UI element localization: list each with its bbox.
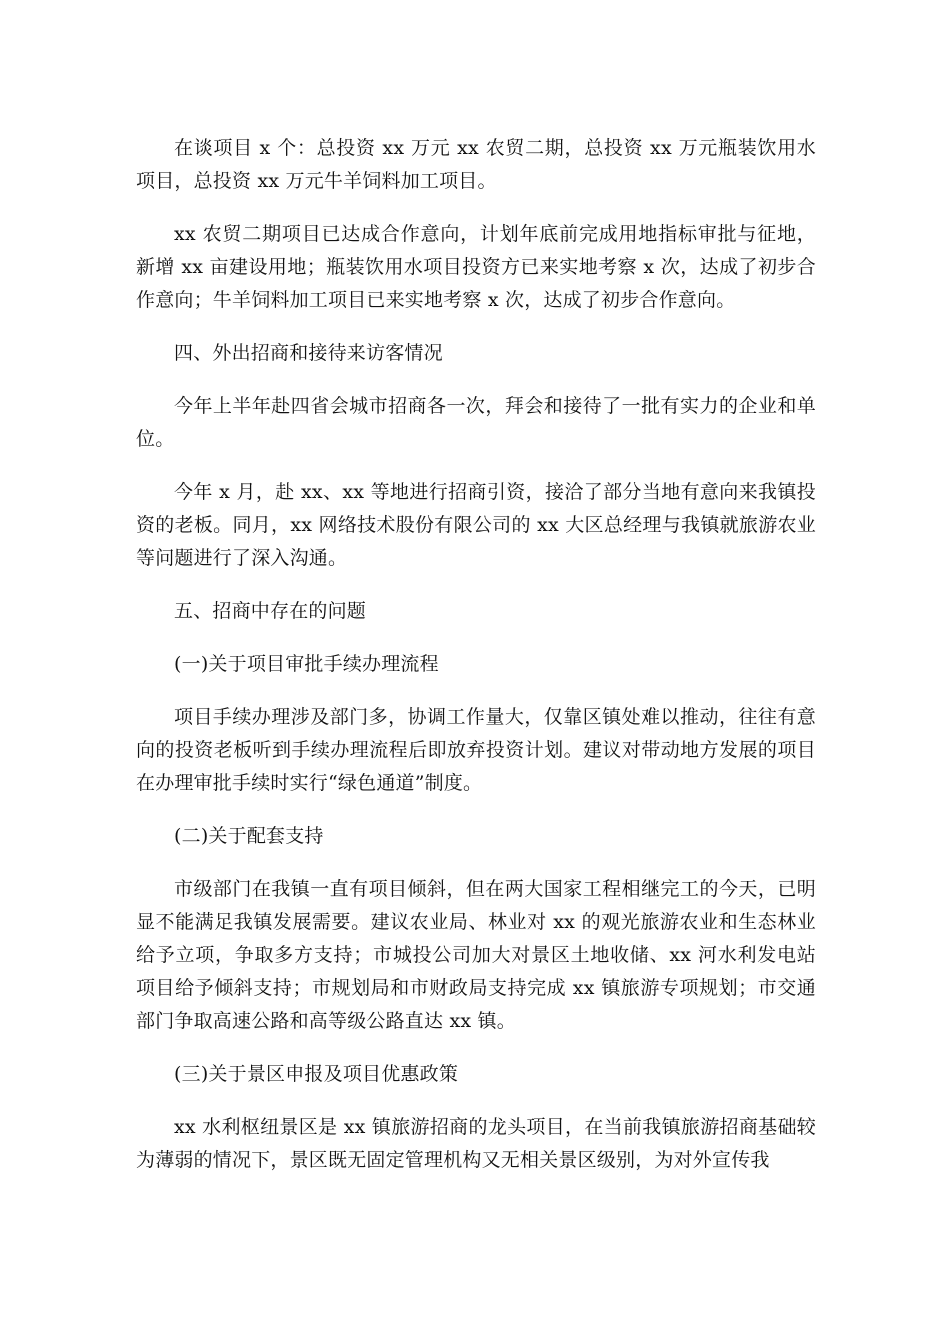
subheading-supporting-policies: (二)关于配套支持 — [174, 825, 324, 847]
paragraph-supporting-policies: 市级部门在我镇一直有项目倾斜，但在两大国家工程相继完工的今天，已明显不能满足我镇发展需要。建议农业局、林业对 xx 的观光旅游农业和生态林业给予立项，争取多方支持；市城投公司加大对景区土地收储、xx 河水利发电站项目给予倾斜支持；市规划局和市财政局支持完成 xx 镇旅游专项规划；市交通部门争取高速公路和高等级公路直达 xx 镇。 — [136, 878, 816, 1032]
subheading-scenic-area-policy: (三)关于景区申报及项目优惠政策 — [174, 1063, 459, 1085]
paragraph-investment-trip: 今年 x 月，赴 xx、xx 等地进行招商引资，接洽了部分当地有意向来我镇投资的老板。同月，xx 网络技术股份有限公司的 xx 大区总经理与我镇就旅游农业等问题进行了深入沟通。 — [136, 481, 816, 569]
subheading-approval-process: (一)关于项目审批手续办理流程 — [174, 653, 439, 675]
section-heading-5: 五、招商中存在的问题 — [174, 600, 367, 622]
paragraph-approval-process: 项目手续办理涉及部门多，协调工作量大，仅靠区镇处难以推动，往往有意向的投资老板听到手续办理流程后即放弃投资计划。建议对带动地方发展的项目在办理审批手续时实行“绿色通道”制度。 — [136, 706, 816, 794]
section-heading-4: 四、外出招商和接待来访客情况 — [174, 342, 443, 364]
paragraph-project-progress: xx 农贸二期项目已达成合作意向，计划年底前完成用地指标审批与征地，新增 xx 亩建设用地；瓶装饮用水项目投资方已来实地考察 x 次，达成了初步合作意向；牛羊饲料加工项目已来实地考察 x 次，达成了初步合作意向。 — [136, 223, 816, 311]
paragraph-scenic-area: xx 水利枢纽景区是 xx 镇旅游招商的龙头项目，在当前我镇旅游招商基础较为薄弱的情况下，景区既无固定管理机构又无相关景区级别，为对外宣传我 — [136, 1116, 816, 1171]
document-body — [136, 132, 816, 1177]
paragraph-first-half-visits: 今年上半年赴四省会城市招商各一次，拜会和接待了一批有实力的企业和单位。 — [136, 395, 816, 450]
paragraph-projects-in-negotiation: 在谈项目 x 个：总投资 xx 万元 xx 农贸二期，总投资 xx 万元瓶装饮用水项目，总投资 xx 万元牛羊饲料加工项目。 — [136, 137, 816, 192]
